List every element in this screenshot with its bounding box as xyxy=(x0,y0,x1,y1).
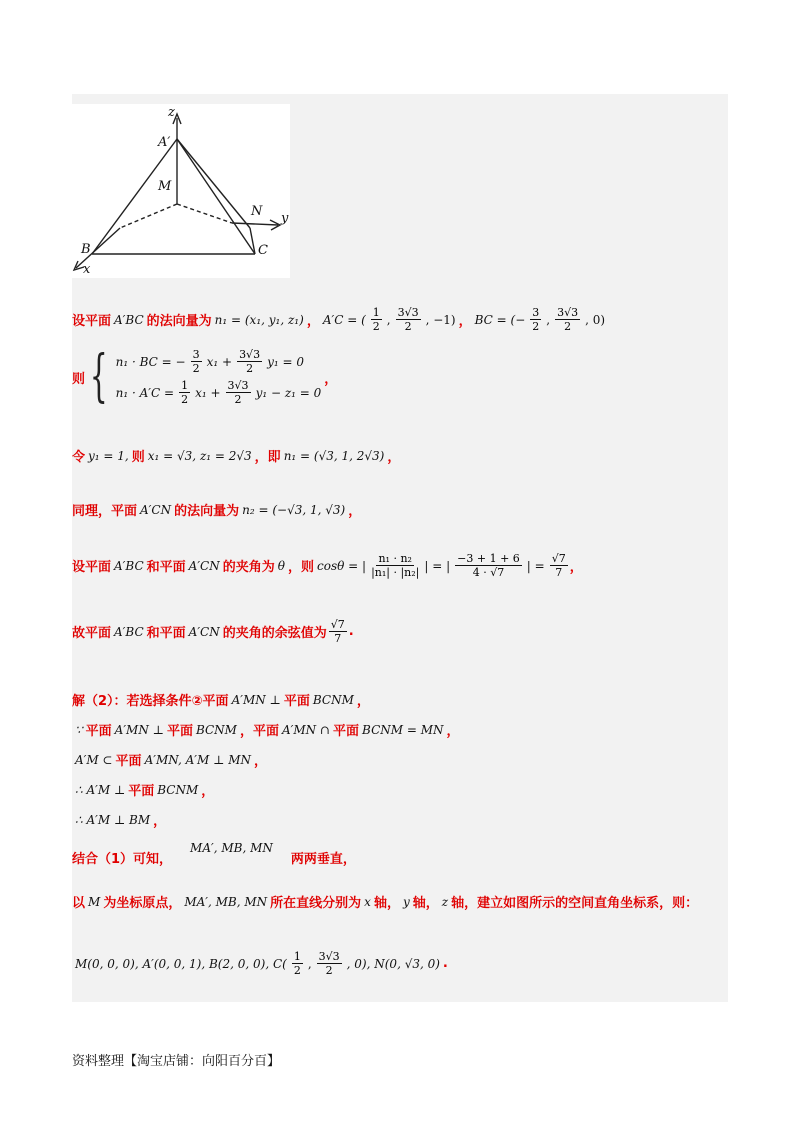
text: ， xyxy=(201,784,215,799)
math: M xyxy=(88,894,101,909)
edge-MB xyxy=(120,204,177,228)
math: BCNM = MN xyxy=(362,722,444,737)
text: ， xyxy=(348,504,362,519)
math: cosθ = | xyxy=(317,558,367,573)
line-because xyxy=(72,720,460,739)
label-B: B xyxy=(81,242,91,257)
text: 设平面 xyxy=(72,314,112,329)
math: A′BC xyxy=(114,624,144,639)
fraction: $\frac{√7}{7}$ xyxy=(330,618,345,645)
y-axis xyxy=(232,223,278,225)
label-x: x xyxy=(83,262,91,277)
line-cosine xyxy=(72,552,583,579)
math: | = xyxy=(526,558,545,573)
line-coordinates xyxy=(72,950,448,977)
math: n₁ = (√3, 1, 2√3) xyxy=(283,448,385,463)
text: 则 xyxy=(131,450,145,465)
line-solve-n1 xyxy=(72,446,400,465)
text: 同理，平面 xyxy=(72,504,138,519)
fraction: $\frac{\text{n₁ · n₂}}{\text{|n₁| · |n₂|}}$ xyxy=(371,552,420,579)
math: y xyxy=(402,894,410,909)
line-therefore-1 xyxy=(72,780,214,799)
math: n₂ = (−√3, 1, √3) xyxy=(242,502,346,517)
text: ，即 xyxy=(254,450,281,465)
fraction: $\frac{1}{2}$ xyxy=(372,306,380,333)
equation-system xyxy=(85,344,324,409)
line-equation-system xyxy=(72,344,338,409)
math: A′C = ( xyxy=(322,312,366,327)
math: x₁ = √3, z₁ = 2√3 xyxy=(147,448,252,463)
fraction: $\frac{1}{2}$ xyxy=(293,950,301,977)
math: , xyxy=(386,312,391,327)
math: ∴ A′M ⊥ xyxy=(75,782,126,797)
text: ， xyxy=(253,754,267,769)
math: , 0), N(0, √3, 0) xyxy=(346,956,440,971)
text: ， xyxy=(356,694,370,709)
math: A′BC xyxy=(114,558,144,573)
text: ， xyxy=(153,814,167,829)
label-A: A′ xyxy=(158,135,171,150)
equation-row-2: n₁ · A′C = $\frac{1}{2}$ x₁ + $\frac{3√3}{2}$ y₁ − z₁ = 0 xyxy=(115,379,322,406)
math: BCNM xyxy=(195,722,237,737)
text: ， xyxy=(324,371,338,387)
equation-row-1: n₁ · BC = − $\frac{3}{2}$ x₁ + $\frac{3√3}{2}$ y₁ = 0 xyxy=(115,348,304,375)
line-combine xyxy=(72,840,356,867)
math: z xyxy=(441,894,449,909)
text: 设平面 xyxy=(72,560,112,575)
text: 令 xyxy=(72,450,86,465)
text: 两两垂直， xyxy=(290,852,356,867)
line-normal-vector-setup xyxy=(72,306,608,333)
line-coordinate-system xyxy=(72,892,698,911)
math: A′MN ⊥ xyxy=(114,722,164,737)
edge-AB xyxy=(92,139,177,254)
text: ，平面 xyxy=(239,724,279,739)
text: 平面 xyxy=(128,784,155,799)
math: n₁ = (x₁, y₁, z₁) xyxy=(214,312,304,327)
math: BCNM xyxy=(312,692,354,707)
text: 的夹角的余弦值为 xyxy=(222,626,327,641)
geometry-figure xyxy=(72,104,290,278)
edge-AC xyxy=(177,139,255,254)
math: A′BC xyxy=(114,312,144,327)
math: A′CN xyxy=(188,558,220,573)
text: 平面 xyxy=(85,724,112,739)
fraction: $\frac{3√3}{2}$ xyxy=(318,950,340,977)
text: ， xyxy=(446,724,460,739)
math: | = | xyxy=(424,558,451,573)
math: MA′, MB, MN xyxy=(190,840,273,855)
math: A′CN xyxy=(140,502,172,517)
math: ∴ A′M ⊥ BM xyxy=(75,812,151,827)
text: 的法向量为 xyxy=(146,314,212,329)
math: A′M ⊂ xyxy=(75,752,113,767)
math: A′MN ⊥ xyxy=(231,692,281,707)
text: ， xyxy=(387,450,401,465)
text: 轴， xyxy=(373,896,400,911)
text: 的夹角为 xyxy=(222,560,275,575)
text: 以 xyxy=(72,896,86,911)
math: , 0) xyxy=(585,312,606,327)
math: A′CN xyxy=(188,624,220,639)
math: A′MN, A′M ⊥ MN xyxy=(144,752,251,767)
math: , xyxy=(307,956,312,971)
text: ，则 xyxy=(287,560,314,575)
math: BC = (− xyxy=(474,312,526,327)
math: BCNM xyxy=(157,782,199,797)
fraction: $\frac{-3 + 1 + 6}{4 \cdot √7}$ xyxy=(457,552,520,579)
label-y: y xyxy=(281,211,289,226)
line-therefore-2 xyxy=(72,810,166,829)
text: 和平面 xyxy=(146,626,186,641)
math: A′MN ∩ xyxy=(281,722,331,737)
line-part2-start xyxy=(72,690,370,709)
math: x xyxy=(364,894,371,909)
text: ， xyxy=(569,560,583,575)
fraction: $\frac{3√3}{2}$ xyxy=(557,306,579,333)
text: 和平面 xyxy=(146,560,186,575)
math: M(0, 0, 0), A′(0, 0, 1), B(2, 0, 0), C( xyxy=(75,956,287,971)
fraction: $\frac{3}{2}$ xyxy=(532,306,540,333)
tetrahedron-diagram xyxy=(72,104,290,278)
edge-AN xyxy=(177,139,250,228)
math: ∵ xyxy=(75,722,83,737)
fraction: $\frac{√7}{7}$ xyxy=(551,552,566,579)
text: 则 xyxy=(72,371,86,387)
fraction: $\frac{3√3}{2}$ xyxy=(397,306,419,333)
line-subset xyxy=(72,750,267,769)
text: 故平面 xyxy=(72,626,112,641)
math: , −1) xyxy=(425,312,456,327)
text: 所在直线分别为 xyxy=(270,896,362,911)
label-M: M xyxy=(158,179,172,194)
text: 平面 xyxy=(333,724,360,739)
text: 结合（1）可知， xyxy=(72,852,173,867)
text: ， xyxy=(306,314,320,329)
text: 平面 xyxy=(115,754,142,769)
text: 轴，建立如图所示的空间直角坐标系，则： xyxy=(451,896,699,911)
text: 平面 xyxy=(166,724,193,739)
math: θ xyxy=(277,558,285,573)
text: 解（2）：若选择条件②平面 xyxy=(72,694,229,709)
line-conclusion-1 xyxy=(72,618,354,645)
text: 的法向量为 xyxy=(174,504,240,519)
text: . xyxy=(442,956,448,971)
text: ， xyxy=(458,314,472,329)
math: y₁ = 1, xyxy=(88,448,129,463)
text: . xyxy=(348,624,354,639)
footer-credit: 资料整理【淘宝店铺：向阳百分百】 xyxy=(72,1054,281,1069)
label-N: N xyxy=(251,204,263,219)
math: , xyxy=(546,312,551,327)
text: 平面 xyxy=(283,694,310,709)
label-z: z xyxy=(168,105,175,120)
brace: { xyxy=(89,344,108,409)
text: 轴， xyxy=(412,896,439,911)
math: MA′, MB, MN xyxy=(184,894,268,909)
text: 为坐标原点， xyxy=(103,896,182,911)
label-C: C xyxy=(258,243,268,258)
line-n2 xyxy=(72,500,361,519)
